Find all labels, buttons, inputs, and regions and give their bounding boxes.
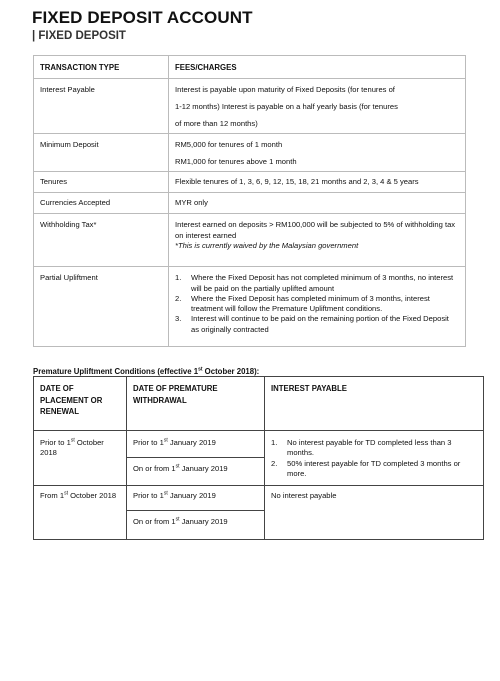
row-value: [169, 214, 466, 267]
list-text: Where the Fixed Deposit has not completed minimum of 3 months, no interest will be paid on the partially uplifted amount: [191, 273, 454, 293]
list-item: [271, 459, 477, 480]
column-header-withdrawal: DATE OF PREMATURE WITHDRAWAL: [127, 377, 265, 431]
premature-section-title: [33, 367, 259, 376]
title-text: Premature Upliftment Conditions (effective 1: [33, 367, 199, 376]
list-number: 1.: [271, 438, 278, 447]
withholding-note: *This is currently waived by the Malaysian government: [175, 240, 359, 250]
row-label: Tenures: [34, 171, 169, 192]
list-number: 1.: [175, 273, 182, 283]
fees-charges-table: [33, 55, 466, 347]
page-subtitle: | FIXED DEPOSIT: [32, 30, 126, 42]
table-row-tenures: [34, 171, 466, 192]
text-line: 1-12 months) Interest is payable on a half yearly basis (for tenures: [175, 101, 398, 111]
ordinal-suffix: st: [175, 463, 180, 470]
column-header-fees-charges: FEES/CHARGES: [169, 56, 466, 79]
list-item: [175, 314, 459, 335]
page-title: FIXED DEPOSIT ACCOUNT: [32, 8, 253, 27]
table-row-minimum-deposit: [34, 133, 466, 171]
ordinal-suffix: st: [163, 490, 168, 497]
placement-cell: [34, 431, 127, 486]
cell-text: On or from 1: [133, 517, 176, 526]
list-text: Where the Fixed Deposit has completed minimum of 3 months, interest treatment will follow the Premature Upliftment conditions.: [191, 293, 430, 314]
withdrawal-cell: [127, 431, 265, 458]
placement-cell: [34, 486, 127, 540]
list-text: 50% interest payable for TD completed 3 months or more.: [287, 458, 461, 478]
row-label: Minimum Deposit: [34, 133, 169, 171]
list-number: 2.: [271, 458, 278, 468]
table-row-interest-payable: [34, 78, 466, 133]
cell-text: January 2019: [179, 517, 228, 526]
list-item: [175, 294, 459, 315]
cell-text: On or from 1: [133, 464, 176, 473]
withdrawal-cell: [127, 458, 265, 486]
row-value: [169, 267, 466, 347]
column-header-interest: INTEREST PAYABLE: [265, 377, 484, 431]
interest-list: [271, 438, 477, 479]
premature-upliftment-table: [33, 376, 484, 540]
list-text: No interest payable for TD completed less than 3 months.: [287, 438, 452, 458]
withdrawal-cell: [127, 486, 265, 511]
text-line: Interest is payable upon maturity of Fixed Deposits (for tenures of: [175, 84, 395, 94]
row-value: Flexible tenures of 1, 3, 6, 9, 12, 15, 18, 21 months and 2, 3, 4 & 5 years: [169, 171, 466, 192]
row-label: Currencies Accepted: [34, 193, 169, 214]
cell-text: January 2019: [167, 491, 216, 500]
list-item: [175, 273, 459, 294]
table-row-partial-upliftment: [34, 267, 466, 347]
table-row: [34, 486, 484, 511]
row-value: MYR only: [169, 193, 466, 214]
cell-text: From 1: [40, 491, 65, 500]
table-row: [34, 431, 484, 458]
cell-text: Prior to 1: [40, 438, 71, 447]
list-number: 3.: [175, 314, 182, 324]
ordinal-suffix: st: [163, 437, 168, 444]
ordinal-suffix: st: [198, 366, 203, 373]
cell-text: October 2018: [67, 491, 117, 500]
cell-text: January 2019: [167, 438, 216, 447]
title-text: October 2018):: [202, 367, 260, 376]
cell-text: Prior to 1: [133, 491, 164, 500]
interest-cell: [265, 431, 484, 486]
row-value: [169, 133, 466, 171]
text-line: RM1,000 for tenures above 1 month: [175, 157, 297, 167]
withdrawal-cell: [127, 511, 265, 540]
column-header-transaction-type: TRANSACTION TYPE: [34, 56, 169, 79]
row-label: Interest Payable: [34, 78, 169, 133]
interest-cell: No interest payable: [265, 486, 484, 540]
table-header-row: [34, 56, 466, 79]
table-row-currencies: [34, 193, 466, 214]
row-label: Withholding Tax*: [34, 214, 169, 267]
column-header-placement: DATE OF PLACEMENT OR RENEWAL: [34, 377, 127, 431]
ordinal-suffix: st: [175, 516, 180, 523]
cell-text: Prior to 1: [133, 438, 164, 447]
withholding-text: Interest earned on deposits > RM100,000 will be subjected to 5% of withholding tax on interest earned: [175, 220, 456, 240]
cell-text: January 2019: [179, 464, 228, 473]
ordinal-suffix: st: [64, 490, 68, 497]
text-line: of more than 12 months): [175, 119, 258, 129]
row-value: [169, 78, 466, 133]
table-header-row: [34, 377, 484, 431]
list-number: 2.: [175, 293, 182, 303]
upliftment-list: [175, 273, 459, 335]
text-line: RM5,000 for tenures of 1 month: [175, 139, 283, 149]
row-label: Partial Upliftment: [34, 267, 169, 347]
list-text: Interest will continue to be paid on the remaining portion of the Fixed Deposit as originally contracted: [191, 314, 449, 334]
ordinal-suffix: st: [70, 437, 75, 444]
table-row-withholding-tax: [34, 214, 466, 267]
cell-text: October 2018: [40, 438, 104, 458]
list-item: [271, 438, 477, 459]
